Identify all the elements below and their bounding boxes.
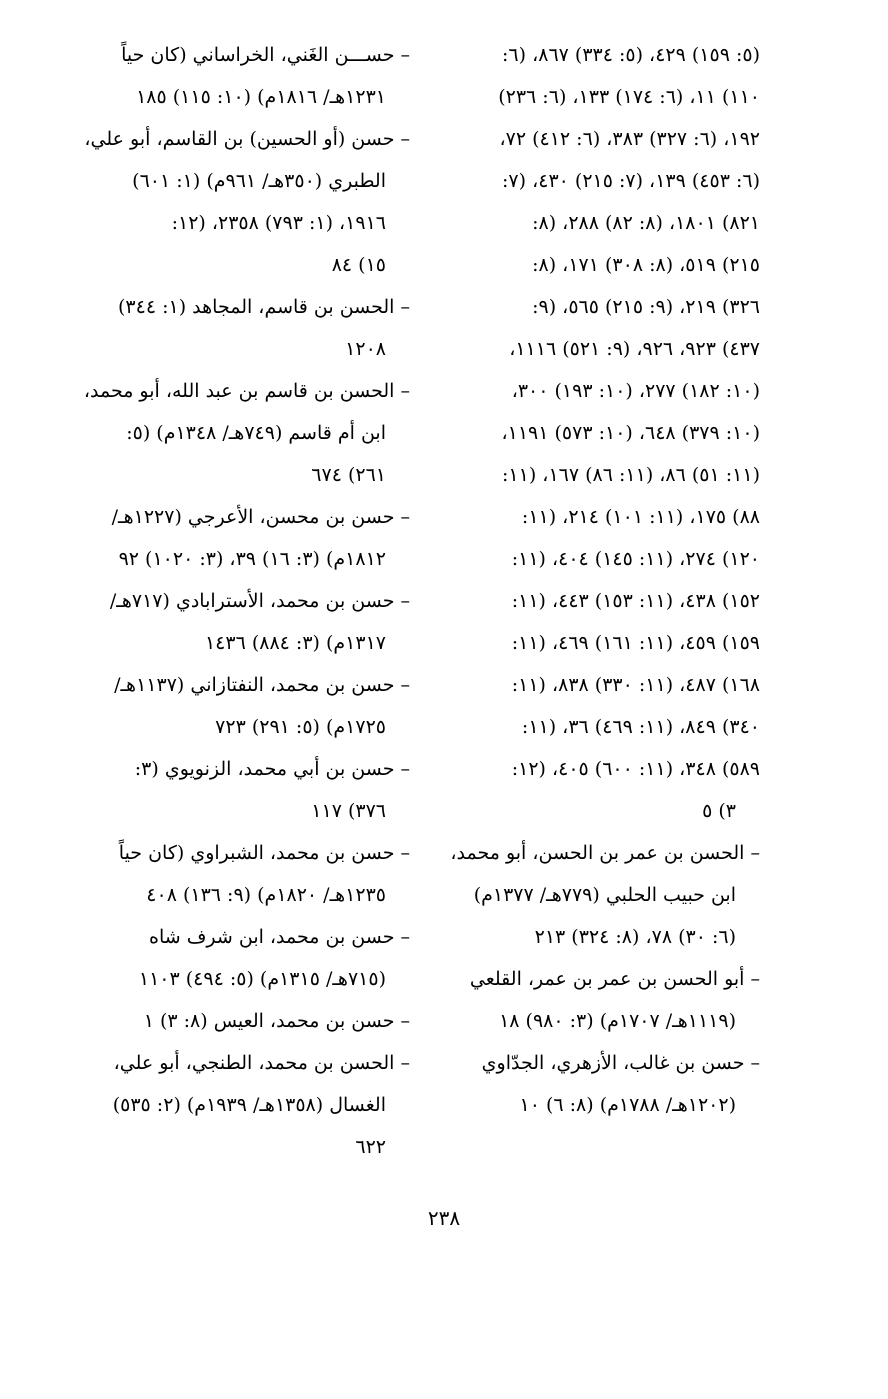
entry-line: ١٧٢٥م) (٥: ٢٩١) ٧٢٣ (215, 716, 386, 738)
entry-line: ٥٨٩) ٣٤٨، (١١: ٦٠٠) ٤٠٥، (١٢: (511, 758, 760, 780)
index-entry (80, 832, 410, 916)
entry-line: (٦: ٣٠) ٧٨، (٨: ٣٢٤) ٢١٣ (534, 926, 736, 948)
entry-line: ١٩٢، (٦: ٣٢٧) ٣٨٣، (٦: ٤١٢) ٧٢، (499, 128, 760, 150)
entry-line: ٣٤٠) ٨٤٩، (١١: ٤٦٩) ٣٦، (١١: (521, 716, 760, 738)
index-entry (80, 916, 410, 1000)
entry-line: ١٢٠) ٢٧٤، (١١: ١٤٥) ٤٠٤، (١١: (511, 548, 760, 570)
index-entry (80, 664, 410, 748)
index-entry (438, 1042, 760, 1126)
index-entry-continuation (438, 34, 760, 832)
entry-line: – حسن بن محمد، العيس (٨: ٣) ١ (143, 1010, 410, 1032)
entry-line: ٨٢١) ١٨٠١، (٨: ٨٢) ٢٨٨، (٨: (532, 212, 760, 234)
left-column (80, 34, 410, 1168)
entry-line: (٧١٥هـ/ ١٣١٥م) (٥: ٤٩٤) ١١٠٣ (138, 968, 386, 990)
entry-line: (١١: ٥١) ٨٦، (١١: ٨٦) ١٦٧، (١١: (502, 464, 760, 486)
index-entry (80, 748, 410, 832)
entry-line: ابن أم قاسم (٧٤٩هـ/ ١٣٤٨م) (٥: (126, 422, 386, 444)
entry-line: (١٠: ١٨٢) ٢٧٧، (١٠: ١٩٣) ٣٠٠، (511, 380, 760, 402)
entry-line: – حسن بن غالب، الأزهري، الجدّاوي (481, 1052, 760, 1074)
entry-line: ٨٨) ١٧٥، (١١: ١٠١) ٢١٤، (١١: (521, 506, 760, 528)
entry-line: – حسن بن محمد، النفتازاني (١١٣٧هـ/ (114, 674, 410, 696)
entry-line: ١٥) ٨٤ (331, 254, 386, 276)
index-entry (80, 34, 410, 118)
entry-line: ٦٢٢ (355, 1136, 386, 1158)
index-entry (80, 1000, 410, 1042)
entry-line: – الحسن بن محمد، الطنجي، أبو علي، (113, 1052, 410, 1074)
entry-line: ١٢٠٨ (345, 338, 386, 360)
entry-line: ١٥٩) ٤٥٩، (١١: ١٦١) ٤٦٩، (١١: (511, 632, 760, 654)
entry-line: (٦: ٤٥٣) ١٣٩، (٧: ٢١٥) ٤٣٠، (٧: (502, 170, 760, 192)
entry-line: ١٩١٦، (١: ٧٩٣) ٢٣٥٨، (١٢: (171, 212, 386, 234)
entry-line: ١٥٢) ٤٣٨، (١١: ١٥٣) ٤٤٣، (١١: (511, 590, 760, 612)
entry-line: (١١١٩هـ/ ١٧٠٧م) (٣: ٩٨٠) ١٨ (499, 1010, 736, 1032)
entry-line: – الحسن بن عمر بن الحسن، أبو محمد، (450, 842, 760, 864)
entry-line: – حسن بن محسن، الأعرجي (١٢٢٧هـ/ (111, 506, 410, 528)
entry-line: – حسن بن محمد، الشبراوي (كان حياً (118, 842, 410, 864)
index-entry (438, 832, 760, 958)
index-entry (80, 580, 410, 664)
right-column (438, 34, 760, 1126)
entry-line: الغسال (١٣٥٨هـ/ ١٩٣٩م) (٢: ٥٣٥) (112, 1094, 386, 1116)
index-entry (80, 1042, 410, 1168)
entry-line: الطبري (٣٥٠هـ/ ٩٦١م) (١: ٦٠١) (132, 170, 386, 192)
index-entry (438, 958, 760, 1042)
entry-line: ١٢٣١هـ/ ١٨١٦م) (١٠: ١١٥) ١٨٥ (136, 86, 386, 108)
entry-line: ١٦٨) ٤٨٧، (١١: ٣٣٠) ٨٣٨، (١١: (511, 674, 760, 696)
entry-line: – حسن بن أبي محمد، الزنويوي (٣: (134, 758, 410, 780)
entry-line: ٣٧٦) ١١٧ (311, 800, 386, 822)
entry-line: ١١٠) ١١، (٦: ١٧٤) ١٣٣، (٦: ٢٣٦) (498, 86, 760, 108)
entry-line: ١٨١٢م) (٣: ١٦) ٣٩، (٣: ١٠٢٠) ٩٢ (118, 548, 386, 570)
entry-line: (١٠: ٣٧٩) ٦٤٨، (١٠: ٥٧٣) ١١٩١، (501, 422, 760, 444)
entry-line: ابن حبيب الحلبي (٧٧٩هـ/ ١٣٧٧م) (473, 884, 736, 906)
entry-line: ١٢٣٥هـ/ ١٨٢٠م) (٩: ١٣٦) ٤٠٨ (146, 884, 386, 906)
entry-line: (١٢٠٢هـ/ ١٧٨٨م) (٨: ٦) ١٠ (519, 1094, 736, 1116)
entry-line: – الحسن بن قاسم، المجاهد (١: ٣٤٤) (118, 296, 410, 318)
entry-line: – حســـن الغَني، الخراساني (كان حياً (121, 44, 410, 66)
entry-line: – حسن بن محمد، ابن شرف شاه (149, 926, 410, 948)
index-entry (80, 286, 410, 370)
entry-line: ٢١٥) ٥١٩، (٨: ٣٠٨) ١٧١، (٨: (532, 254, 760, 276)
entry-line: – الحسن بن قاسم بن عبد الله، أبو محمد، (83, 380, 410, 402)
entry-line: ٣) ٥ (702, 800, 736, 822)
entry-line: – أبو الحسن بن عمر بن عمر، القلعي (469, 968, 760, 990)
entry-line: ٤٣٧) ٩٢٣، ٩٢٦، (٩: ٥٢١) ١١١٦، (509, 338, 760, 360)
index-entry (80, 370, 410, 496)
entry-line: ٣٢٦) ٢١٩، (٩: ٢١٥) ٥٦٥، (٩: (532, 296, 760, 318)
entry-line: – حسن بن محمد، الأسترابادي (٧١٧هـ/ (109, 590, 410, 612)
index-entry (80, 118, 410, 286)
entry-line: (٥: ١٥٩) ٤٢٩، (٥: ٣٣٤) ٨٦٧، (٦: (502, 44, 760, 66)
page-number: ٢٣٨ (427, 1206, 461, 1230)
entry-line: ٢٦١) ٦٧٤ (311, 464, 386, 486)
entry-line: ١٣١٧م) (٣: ٨٨٤) ١٤٣٦ (204, 632, 386, 654)
entry-line: – حسن (أو الحسين) بن القاسم، أبو علي، (84, 128, 410, 150)
index-entry (80, 496, 410, 580)
